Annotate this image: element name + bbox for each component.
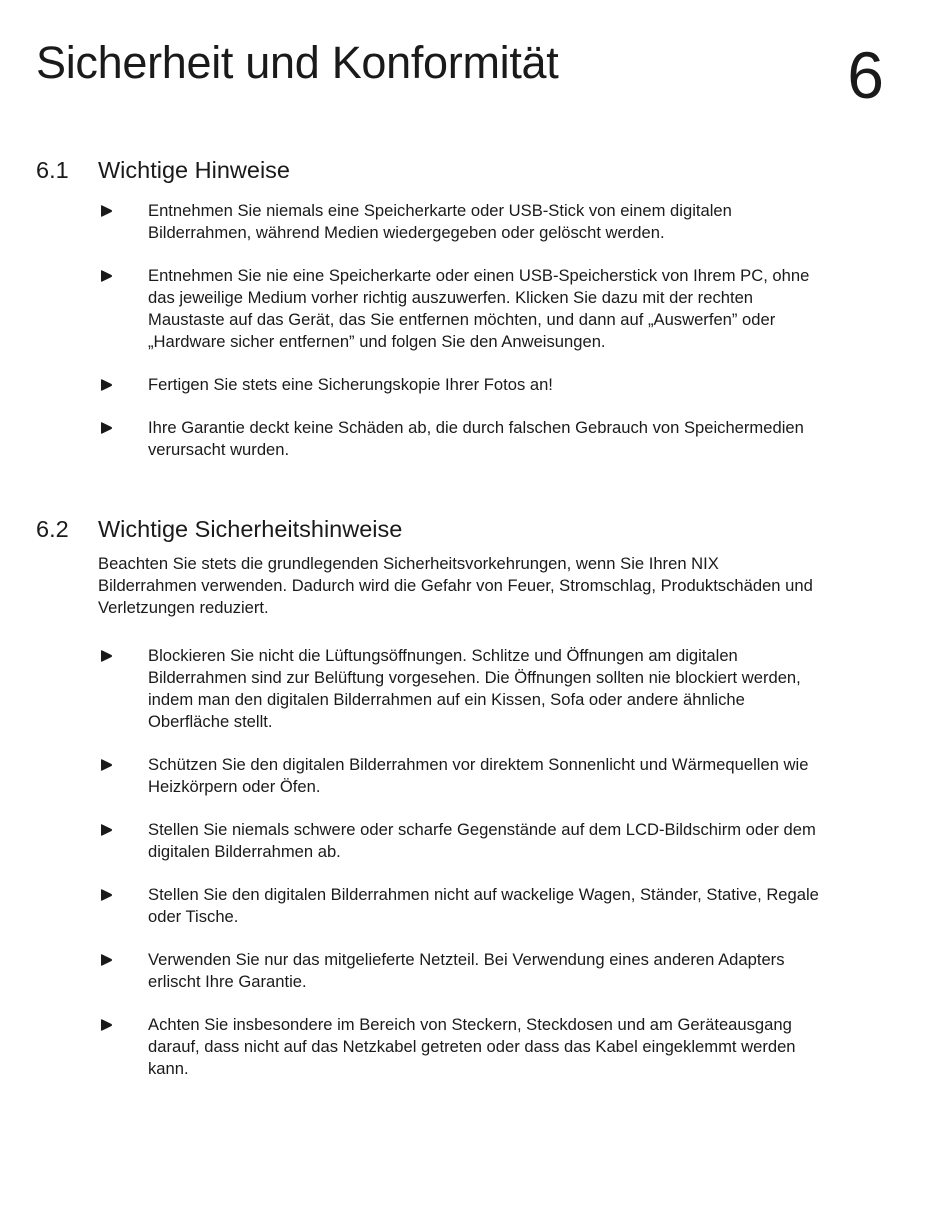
section-number: 6.1 (36, 157, 69, 183)
list-item (36, 884, 828, 928)
bullet-icon (100, 1019, 113, 1031)
bullet-text: Stellen Sie den digitalen Bilderrahmen nicht auf wackelige Wagen, Ständer, Stative, Regale oder Tische. (148, 885, 819, 927)
bullet-icon (100, 270, 113, 282)
list-item (36, 265, 828, 353)
bullet-text: Schützen Sie den digitalen Bilderrahmen vor direktem Sonnenlicht und Wärmequellen wie Heizkörpern oder Öfen. (148, 755, 809, 797)
bullet-icon (100, 205, 113, 217)
list-item (36, 200, 828, 244)
list-item (36, 645, 828, 733)
bullet-text: Fertigen Sie stets eine Sicherungskopie Ihrer Fotos an! (148, 375, 553, 395)
section-intro: Beachten Sie stets die grundlegenden Sicherheitsvorkehrungen, wenn Sie Ihren NIX Bilderrahmen verwenden. Dadurch wird die Gefahr von Feuer, Stromschlag, Produktschäden und Verletzungen reduziert. (98, 554, 813, 618)
chapter-number: 6 (847, 38, 884, 112)
section-heading (36, 515, 856, 543)
section-title: Wichtige Hinweise (98, 157, 290, 183)
bullet-text: Achten Sie insbesondere im Bereich von Steckern, Steckdosen und am Geräteausgang darauf, dass nicht auf das Netzkabel getreten oder dass das Kabel eingeklemmt werden kann. (148, 1015, 796, 1079)
bullet-list (36, 200, 856, 461)
bullet-text: Entnehmen Sie niemals eine Speicherkarte oder USB-Stick von einem digitalen Bilderrahmen, während Medien wiedergegeben oder gelöscht werden. (148, 201, 732, 243)
list-item (36, 1014, 828, 1080)
bullet-text: Ihre Garantie deckt keine Schäden ab, die durch falschen Gebrauch von Speichermedien verursacht wurden. (148, 418, 804, 460)
bullet-text: Stellen Sie niemals schwere oder scharfe Gegenstände auf dem LCD-Bildschirm oder dem digitalen Bilderrahmen ab. (148, 820, 816, 862)
bullet-list (36, 645, 856, 1080)
list-item (36, 819, 828, 863)
section-number: 6.2 (36, 516, 69, 542)
section-title: Wichtige Sicherheitshinweise (98, 516, 403, 542)
bullet-icon (100, 824, 113, 836)
bullet-text: Verwenden Sie nur das mitgelieferte Netzteil. Bei Verwendung eines anderen Adapters erlischt Ihre Garantie. (148, 950, 785, 992)
bullet-icon (100, 889, 113, 901)
list-item (36, 417, 828, 461)
list-item (36, 754, 828, 798)
section-important-notes (36, 156, 856, 482)
bullet-text: Blockieren Sie nicht die Lüftungsöffnungen. Schlitze und Öffnungen am digitalen Bilderrahmen sind zur Belüftung vorgesehen. Die Öffnungen sollten nie blockiert werden, indem man den digitalen Bilderrahmen auf ein Kissen, Sofa oder andere ähnliche Oberfläche stellt. (148, 646, 801, 732)
bullet-icon (100, 422, 113, 434)
bullet-icon (100, 759, 113, 771)
list-item (36, 374, 828, 396)
bullet-icon (100, 650, 113, 662)
section-heading (36, 156, 856, 184)
bullet-icon (100, 954, 113, 966)
list-item (36, 949, 828, 993)
section-safety-notes (36, 515, 856, 1101)
page-title: Sicherheit und Konformität (36, 37, 559, 88)
bullet-icon (100, 379, 113, 391)
bullet-text: Entnehmen Sie nie eine Speicherkarte oder einen USB-Speicherstick von Ihrem PC, ohne das jeweilige Medium vorher richtig auszuwerfen. Klicken Sie dazu mit der rechten Maustaste auf das Gerät, das Sie entfernen möchten, und dann auf „Auswerfen” oder „Hardware sicher entfernen” und folgen Sie den Anweisungen. (148, 266, 810, 352)
